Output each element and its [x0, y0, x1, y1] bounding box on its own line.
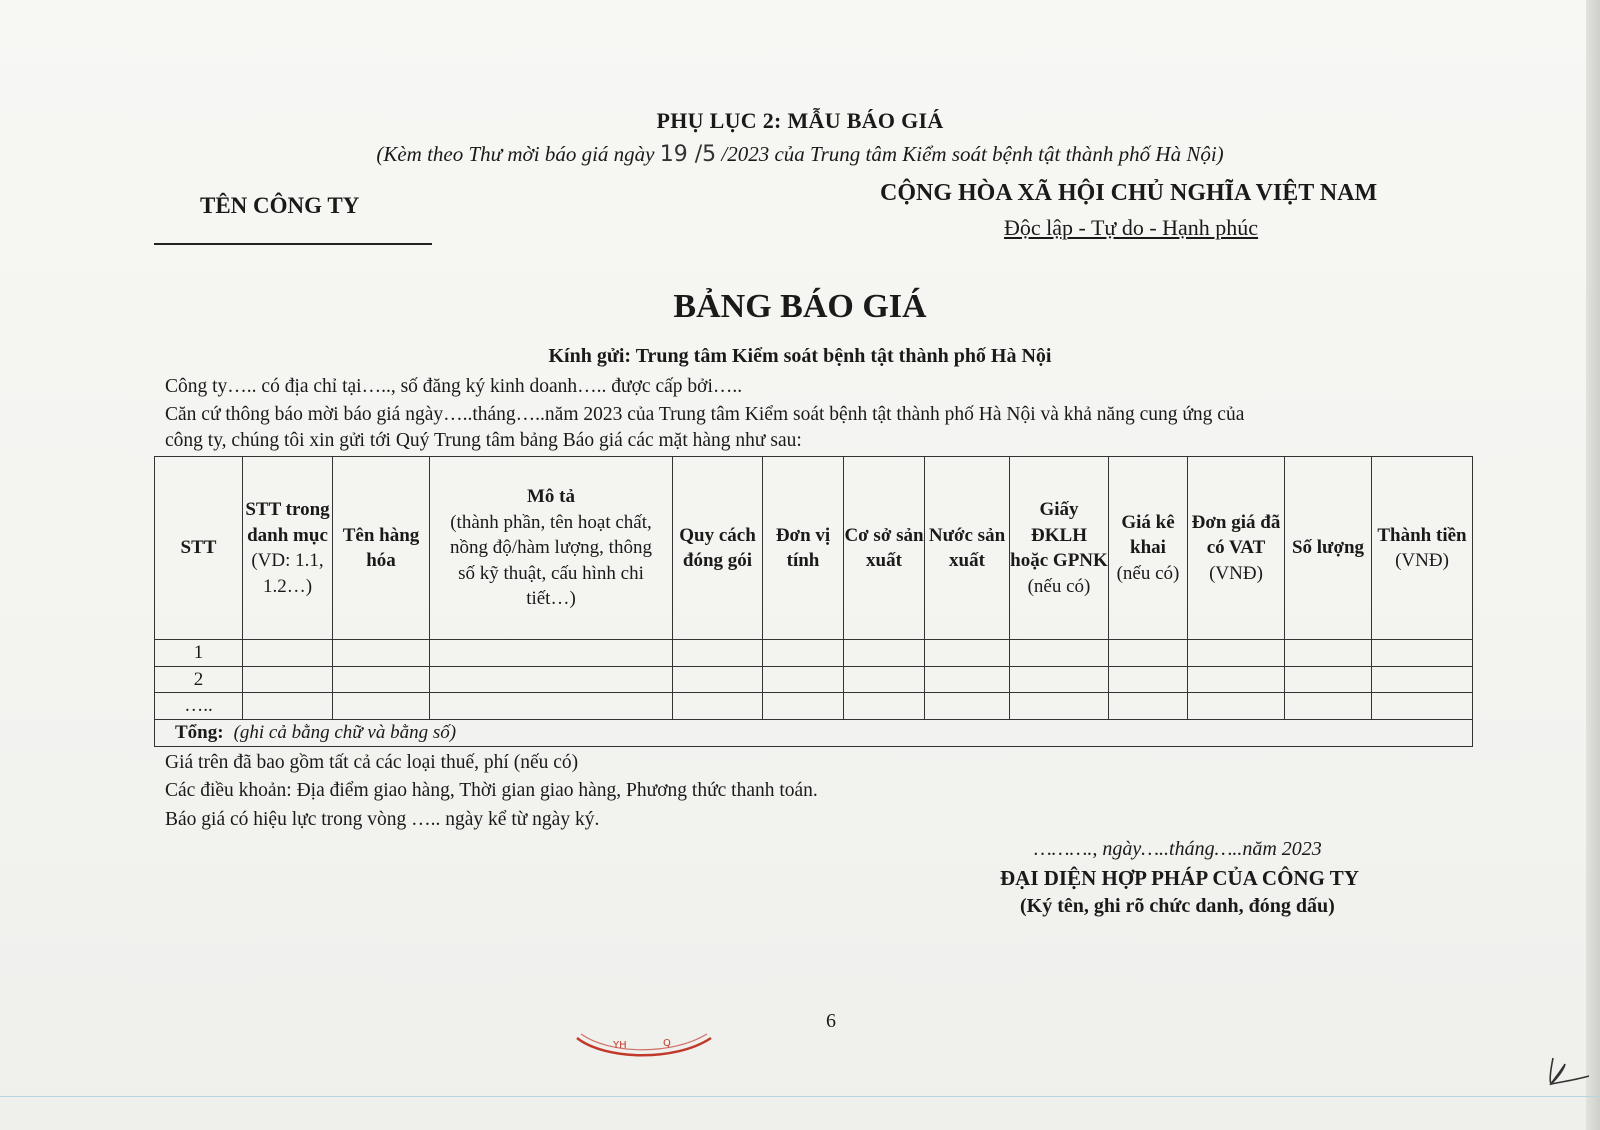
- representative-note: (Ký tên, ghi rõ chức danh, đóng dấu): [1020, 895, 1335, 917]
- col-thanh-tien-unit: (VNĐ): [1395, 550, 1449, 571]
- col-so-luong: Số lượng: [1285, 457, 1372, 640]
- table-row: [155, 666, 1473, 693]
- col-giay-label: Giấy ĐKLH hoặc GPNK: [1010, 499, 1108, 571]
- table-header-row: [155, 457, 1473, 640]
- signature-date: ………., ngày…..tháng…..năm 2023: [1034, 838, 1322, 860]
- appendix-sub-prefix: (Kèm theo Thư mời báo giá ngày: [376, 142, 660, 166]
- main-title: BẢNG BÁO GIÁ: [673, 288, 927, 325]
- total-row: [155, 719, 1473, 746]
- nation-title: CỘNG HÒA XÃ HỘI CHỦ NGHĨA VIỆT NAM: [880, 180, 1378, 206]
- col-gia-ke-label: Giá kê khai: [1121, 511, 1175, 559]
- col-stt: STT: [155, 457, 243, 640]
- total-note: (ghi cả bằng chữ và bằng số): [233, 721, 457, 743]
- appendix-subtitle: [0, 142, 1600, 167]
- col-mo-ta-detail: (thành phần, tên hoạt chất, nồng độ/hàm lượng, thông số kỹ thuật, cấu hình chi tiết…): [450, 511, 652, 610]
- col-thanh-tien: [1372, 457, 1473, 640]
- col-nuoc: Nước sản xuất: [925, 457, 1010, 640]
- table-row: [155, 640, 1473, 667]
- col-stt-danh-muc-label: STT trong danh mục: [245, 499, 330, 546]
- col-stt-danh-muc: [243, 457, 333, 640]
- page-edge: [1586, 0, 1600, 1130]
- col-thanh-tien-label: Thành tiền: [1377, 524, 1467, 546]
- col-mo-ta: [430, 457, 673, 640]
- row-number: 2: [155, 666, 243, 693]
- col-co-so: Cơ sở sản xuất: [844, 457, 925, 640]
- col-quy-cach: Quy cách đóng gói: [673, 457, 763, 640]
- col-don-vi: Đơn vị tính: [763, 457, 844, 640]
- total-cell: [155, 719, 1473, 746]
- page-number: 6: [826, 1010, 836, 1032]
- col-don-gia-label: Đơn giá đã có VAT: [1191, 511, 1281, 559]
- scan-line: [0, 1096, 1600, 1097]
- note-validity: Báo giá có hiệu lực trong vòng ….. ngày kể từ ngày ký.: [165, 809, 600, 830]
- appendix-sub-suffix: /2023 của Trung tâm Kiểm soát bệnh tật thành phố Hà Nội): [716, 142, 1224, 166]
- total-label: Tổng:: [175, 721, 224, 743]
- stamp-mark: [575, 1032, 715, 1062]
- company-underline: [154, 243, 432, 245]
- svg-text:YH: YH: [613, 1040, 627, 1051]
- note-tax: Giá trên đã bao gồm tất cả các loại thuế, phí (nếu có): [165, 752, 579, 773]
- table-row: [155, 693, 1473, 720]
- appendix-title: PHỤ LỤC 2: MẪU BÁO GIÁ: [656, 108, 944, 133]
- company-name: TÊN CÔNG TY: [200, 193, 360, 218]
- row-number: …..: [155, 693, 243, 720]
- row-number: 1: [155, 640, 243, 667]
- col-gia-ke-note: (nếu có): [1116, 562, 1180, 584]
- svg-text:Q: Q: [663, 1038, 671, 1049]
- col-don-gia: [1188, 457, 1285, 640]
- intro-line-3: công ty, chúng tôi xin gửi tới Quý Trung tâm bảng Báo giá các mặt hàng như sau:: [165, 430, 802, 451]
- col-don-gia-unit: (VNĐ): [1209, 562, 1263, 584]
- representative-title: ĐẠI DIỆN HỢP PHÁP CỦA CÔNG TY: [1000, 866, 1359, 890]
- nation-motto: Độc lập - Tự do - Hạnh phúc: [1004, 215, 1259, 240]
- handwritten-date: 19 /5: [659, 142, 717, 167]
- col-stt-danh-muc-example: (VD: 1.1, 1.2…): [251, 550, 324, 597]
- recipient-line: Kính gửi: Trung tâm Kiểm soát bệnh tật thành phố Hà Nội: [548, 345, 1052, 367]
- handwritten-initial: [1545, 1050, 1595, 1090]
- col-giay-note: (nếu có): [1027, 575, 1091, 597]
- intro-line-1: Công ty….. có địa chỉ tại….., số đăng ký kinh doanh….. được cấp bởi…..: [165, 376, 743, 397]
- intro-line-2: Căn cứ thông báo mời báo giá ngày…..tháng…..năm 2023 của Trung tâm Kiểm soát bệnh tật thành phố Hà Nội và khả năng cung ứng của: [165, 404, 1245, 425]
- quote-table: [154, 456, 1473, 747]
- col-ten-hang: Tên hàng hóa: [333, 457, 430, 640]
- col-giay: [1010, 457, 1109, 640]
- col-gia-ke-khai: [1109, 457, 1188, 640]
- col-mo-ta-label: Mô tả: [526, 486, 575, 508]
- note-terms: Các điều khoản: Địa điểm giao hàng, Thời gian giao hàng, Phương thức thanh toán.: [165, 780, 818, 801]
